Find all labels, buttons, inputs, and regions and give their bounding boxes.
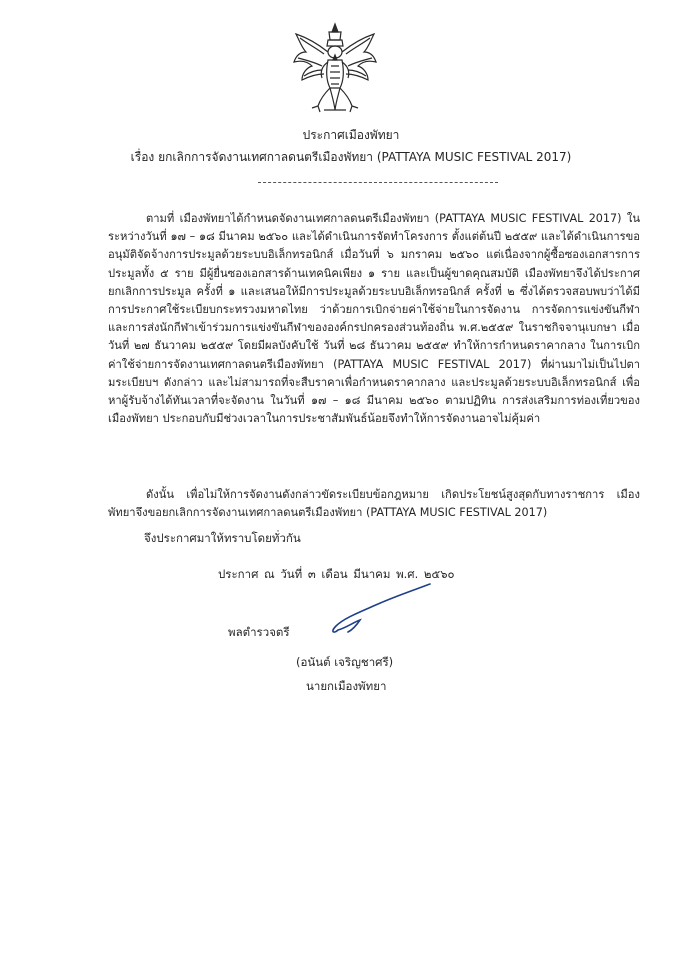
announcement-closing: จึงประกาศมาให้ทราบโดยทั่วกัน bbox=[144, 531, 301, 545]
signatory-name: (อนันต์ เจริญชาศรี) bbox=[296, 655, 394, 669]
handwritten-signature bbox=[326, 582, 436, 638]
announcement-subject: เรื่อง ยกเลิกการจัดงานเทศกาลดนตรีเมืองพัทยา (PATTAYA MUSIC FESTIVAL 2017) bbox=[130, 150, 572, 164]
signatory-position: นายกเมืองพัทยา bbox=[306, 679, 387, 693]
announcement-title: ประกาศเมืองพัทยา bbox=[302, 128, 400, 142]
body-paragraph-2: ดังนั้น เพื่อไม่ให้การจัดงานดังกล่าวขัดระเบียบข้อกฎหมาย เกิดประโยชน์สูงสุดกับทางราชการ เมืองพัทยาจึงขอยกเลิกการจัดงานเทศกาลดนตรีเมืองพัทยา (PATTAYA MUSIC FESTIVAL 2017) bbox=[108, 488, 640, 520]
garuda-emblem-icon bbox=[290, 22, 380, 114]
announcement-date: ประกาศ ณ วันที่ ๓ เดือน มีนาคม พ.ศ. ๒๕๖๐ bbox=[218, 567, 455, 581]
signatory-rank: พลตำรวจตรี bbox=[228, 625, 290, 639]
body-paragraph-1: ตามที่ เมืองพัทยาได้กำหนดจัดงานเทศกาลดนตรีเมืองพัทยา (PATTAYA MUSIC FESTIVAL 2017) ในระหว่างวันที่ ๑๗ – ๑๘ มีนาคม ๒๕๖๐ และได้ดำเนินการจัดทำโครงการ ตั้งแต่ต้นปี ๒๕๕๙ และได้ดำเนินการขออนุมัติจัดจ้างการประมูลด้วยระบบอิเล็กทรอนิกส์ เมื่อวันที่ ๖ มกราคม ๒๕๖๐ แต่เนื่องจากผู้ซื้อซองเอกสารการประมูลทั้ง ๕ ราย มีผู้ยื่นซองเอกสารด้านเทคนิคเพียง ๑ ราย และเป็นผู้ขาดคุณสมบัติ เมืองพัทยาจึงได้ประกาศยกเลิกการประมูล ครั้งที่ ๑ และเสนอให้มีการประมูลด้วยระบบอิเล็กทรอนิกส์ ครั้งที่ ๒ ซึ่งได้ตรวจสอบพบว่าได้มีการประกาศใช้ระเบียบกระทรวงมหาดไทย ว่าด้วยการเบิกจ่ายค่าใช้จ่ายในการจัดงาน การจัดการแข่งขันกีฬาและการส่งนักกีฬาเข้าร่วมการแข่งขันกีฬาขององค์กรปกครองส่วนท้องถิ่น พ.ศ.๒๕๕๙ ในราชกิจจานุเบกษา เมื่อวันที่ ๒๗ ธันวาคม ๒๕๕๙ โดยมีผลบังคับใช้ วันที่ ๒๘ ธันวาคม ๒๕๕๙ ทำให้การกำหนดราคากลาง ในการเบิกค่าใช้จ่ายการจัดงานเทศกาลดนตรีเมืองพัทยา (PATTAYA MUSIC FESTIVAL 2017) ที่ผ่านมาไม่เป็นไปตามระเบียบฯ ดังกล่าว และไม่สามารถที่จะสืบราคาเพื่อกำหนดราคากลาง และประมูลด้วยระบบอิเล็กทรอนิกส์ เพื่อหาผู้รับจ้างได้ทันเวลาที่จะจัดงาน ในวันที่ ๑๗ – ๑๘ มีนาคม ๒๕๖๐ ตามปฏิทิน การส่งเสริมการท่องเที่ยวของเมืองพัทยา ประกอบกับมีช่วงเวลาในการประชาสัมพันธ์น้อยจึงทำให้การจัดงานอาจไม่คุ้มค่า bbox=[108, 212, 640, 426]
separator-line bbox=[258, 182, 498, 183]
